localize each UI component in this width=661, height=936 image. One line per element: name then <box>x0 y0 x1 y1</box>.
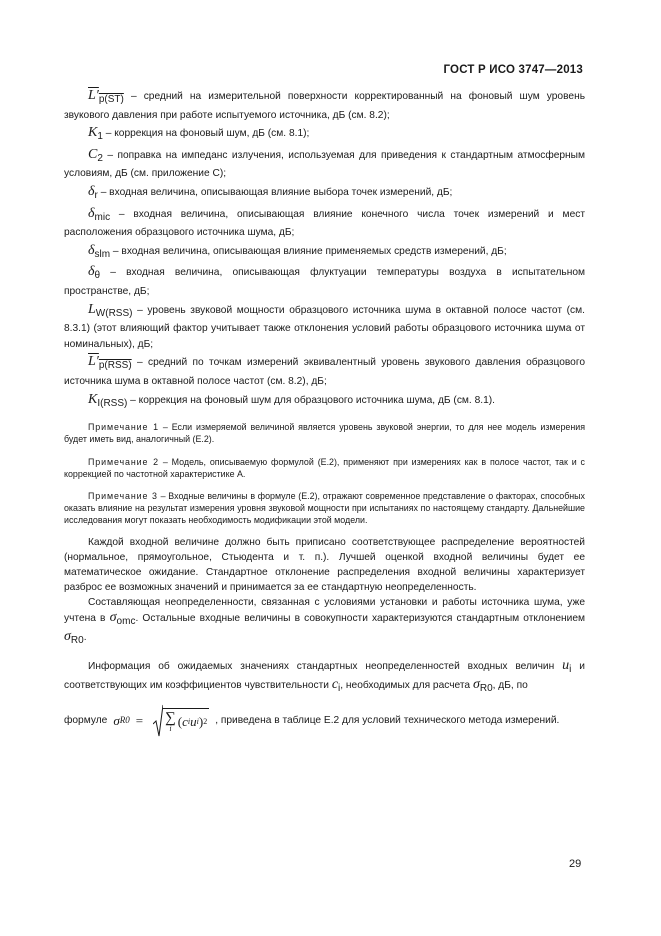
sigma-r0-symbol: $\sigma_{R0}$ <box>64 628 84 646</box>
definition-item <box>64 264 585 299</box>
definitions-list <box>64 88 585 411</box>
standard-header: ГОСТ Р ИСО 3747—2013 <box>443 64 583 76</box>
definition-item <box>64 88 585 123</box>
definition-item <box>64 243 585 263</box>
paragraph-information: Информация об ожидаемых значениях стандартных неопределенностей входных величин $u_i$ и соответствующих им коэффициентов чувствительности $c_i$, необходимых для расчета $\sigma_{R0}$, дБ, по <box>64 657 585 694</box>
page-content <box>64 88 585 738</box>
definition-text: – входная величина, описывающая влияние применяемых средств измерений, дБ; <box>110 245 507 257</box>
definition-symbol: $\delta_r$ <box>88 183 98 201</box>
definition-item <box>64 302 585 353</box>
definition-symbol: $L'_{p(RSS)}$ <box>88 354 132 372</box>
definition-symbol: $K_{I(RSS)}$ <box>88 391 128 409</box>
definition-text: – средний по точкам измерений эквивалентный уровень звукового давления образцового источника шума в октавной полосе частот (см. 8.2), дБ; <box>64 357 585 387</box>
note-text: – Входные величины в формуле (Е.2), отражают современное представление о факторах, способных оказать влияние на результат измерения уровня звуковой мощности при испытаниях по настоящему стандарту. Дальнейшие исследования могут показать необходимость модификации этой модели. <box>64 490 585 526</box>
sigma-r0-formula: σ R0 = ∑ i ( c i u i ) 2 <box>113 704 209 738</box>
definition-text: – входная величина, описывающая влияние выбора точек измерений, дБ; <box>97 186 453 198</box>
definition-text: – входная величина, описывающая флуктуации температуры воздуха в испытательном пространстве, дБ; <box>64 267 585 297</box>
note-text: – Если измеряемой величиной является уровень звуковой энергии, то для нее модель измерения будет иметь вид, аналогичный (Е.2). <box>64 422 585 445</box>
definition-symbol: $K_1$ <box>88 125 103 143</box>
note-item <box>64 421 585 445</box>
definition-text: – поправка на импеданс излучения, используемая для приведения к стандартным атмосферным условиям, дБ (см. приложение С); <box>64 149 585 180</box>
paragraph-distribution: Каждой входной величине должно быть приписано соответствующее распределение вероятностей (нормальное, прямоугольное, Стьюдента и т. п.). Лучшей оценкой входной величины будет ее математическое ожидание. Стандартное отклонение распределения входной величины характеризует разброс ее возможных значений и принимается за ее стандартную неопределенность. <box>64 536 585 593</box>
definition-text: – коррекция на фоновый шум для образцового источника шума, дБ (см. 8.1). <box>127 394 495 406</box>
c-i-symbol: $c_i$ <box>331 676 341 694</box>
definition-text: – входная величина, описывающая влияние конечного числа точек измерений и мест расположения образцового источника шума, дБ; <box>64 208 585 239</box>
note-text: – Модель, описываемую формулой (Е.2), применяют при измерениях как в полосе частот, так и с коррекцией по частотной характеристике A. <box>64 456 585 479</box>
notes-list <box>64 421 585 526</box>
definition-text: – средний на измерительной поверхности корректированный на фоновый шум уровень звукового давления при работе испытуемого источника, дБ (см. 8.2); <box>64 91 585 121</box>
definition-item <box>64 392 585 412</box>
page-number: 29 <box>569 858 582 870</box>
definition-text: – коррекция на фоновый шум, дБ (см. 8.1); <box>102 128 310 140</box>
definition-symbol: $\delta_\theta$ <box>88 264 101 282</box>
definition-item <box>64 184 585 204</box>
definition-item <box>64 147 585 182</box>
note-label: Примечание 3 <box>88 490 158 501</box>
sigma-omc-symbol: $\sigma_{omc}$ <box>109 609 136 627</box>
definition-symbol: $L_{W(RSS)}$ <box>88 301 133 319</box>
u-i-symbol: $u_i$ <box>562 657 572 675</box>
note-item <box>64 490 585 527</box>
definition-item <box>64 206 585 241</box>
sigma-r0-inline-symbol: $\sigma_{R0}$ <box>472 676 493 694</box>
definition-item <box>64 125 585 145</box>
definition-symbol: $C_2$ <box>88 146 103 164</box>
definition-symbol: $\delta_{slm}$ <box>88 242 111 260</box>
definition-symbol: $\delta_{mic}$ <box>88 205 111 223</box>
definition-item <box>64 354 585 389</box>
formula-line: формуле σ R0 = ∑ i ( c i u i ) 2 , приведена в таблице Е.2 для условий технического метода измерений. <box>64 704 585 738</box>
note-label: Примечание 2 <box>88 456 159 467</box>
definition-symbol: $L'_{p(ST)}$ <box>88 88 124 105</box>
paragraph-installation: Составляющая неопределенности, связанная с условиями установки и работы источника шума, уже учтена в $\sigma_{omc}$. Остальные входные величины в совокупности характеризуются стандартным отклонением $\sigma_{R0}$. <box>64 596 585 646</box>
note-label: Примечание 1 <box>88 422 159 433</box>
square-root-icon: ∑ i ( c i u i ) 2 <box>153 704 209 738</box>
note-item <box>64 456 585 480</box>
definition-text: – уровень звуковой мощности образцового источника шума в октавной полосе частот (см. 8.3.1) (этот влияющий фактор учитывает также отклонения условий работы образцового источника шума от номинальных), дБ; <box>64 304 585 350</box>
radical-sign <box>153 704 163 738</box>
